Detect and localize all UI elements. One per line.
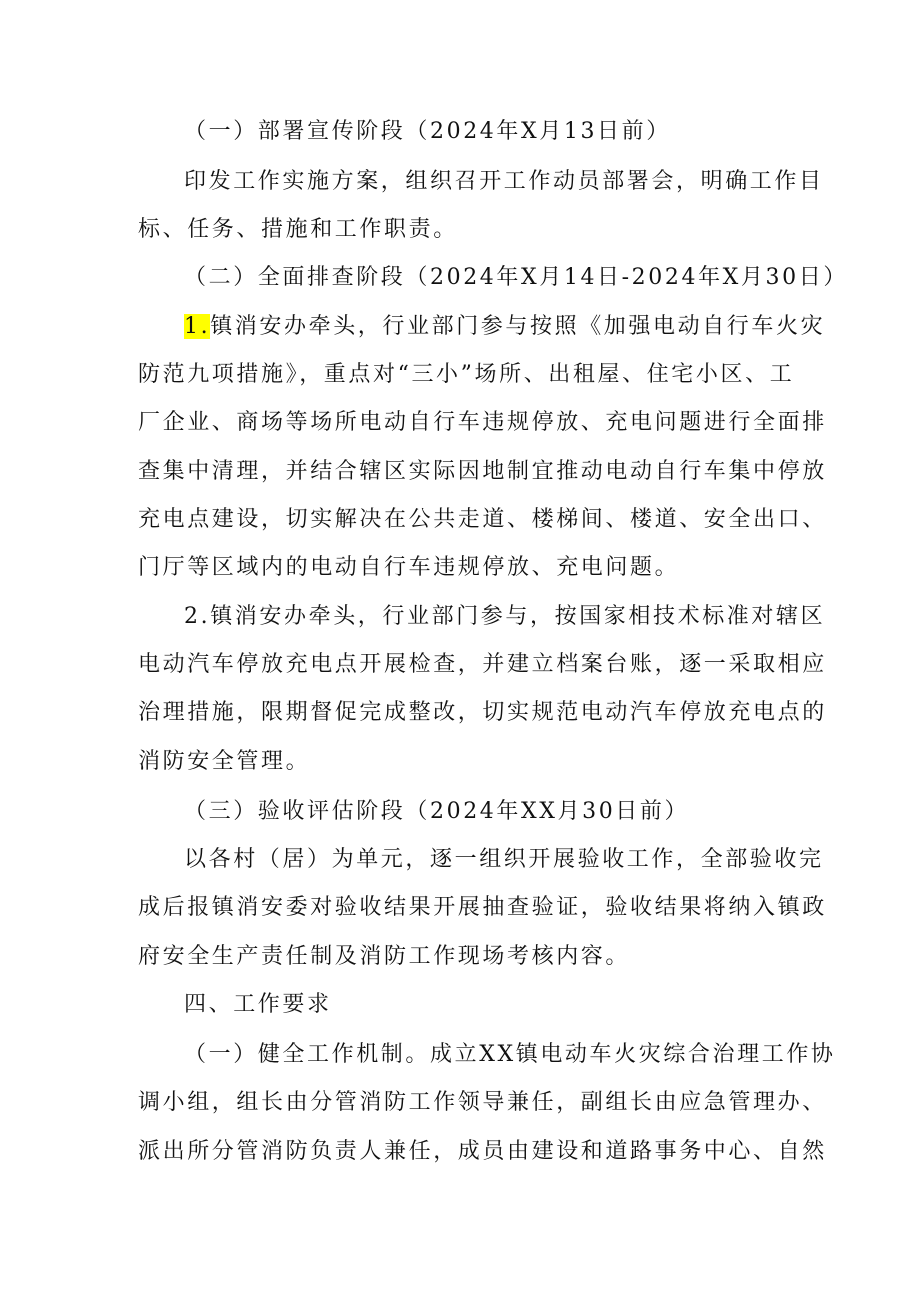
item-2-first-line: 2.镇消安办牵头，行业部门参与，按国家相技术标准对辖区: [184, 604, 826, 629]
paragraph-line: 以各村（居）为单元，逐一组织开展验收工作，全部验收完: [184, 847, 824, 872]
part-4-heading: 四、工作要求: [184, 992, 332, 1017]
paragraph-line: 治理措施，限期督促完成整改，切实规范电动汽车停放充电点的: [138, 700, 827, 725]
section-heading-1: （一）部署宣传阶段（2024年X月13日前）: [184, 119, 671, 144]
item-1-text: 镇消安办牵头，行业部门参与按照《加强电动自行车火灾: [210, 314, 826, 339]
section-heading-3: （三）验收评估阶段（2024年XX月30日前）: [184, 799, 690, 824]
paragraph-line: 调小组，组长由分管消防工作领导兼任，副组长由应急管理办、: [138, 1090, 827, 1115]
paragraph-line: 充电点建设，切实解决在公共走道、楼梯间、楼道、安全出口、: [138, 507, 827, 532]
paragraph-line: 消防安全管理。: [138, 749, 311, 774]
item-1-first-line: [0, 312, 920, 342]
paragraph-line: （一）健全工作机制。成立XX镇电动车火灾综合治理工作协: [184, 1042, 836, 1067]
paragraph-line: 防范九项措施》，重点对“三小”场所、出租屋、住宅小区、工: [138, 362, 795, 387]
paragraph-line: 印发工作实施方案，组织召开工作动员部署会，明确工作目: [184, 169, 824, 194]
highlighted-item-number: 1.: [184, 314, 211, 339]
paragraph-line: 成后报镇消安委对验收结果开展抽查验证，验收结果将纳入镇政: [138, 895, 827, 920]
paragraph-line: 电动汽车停放充电点开展检查，并建立档案台账，逐一采取相应: [138, 652, 827, 677]
paragraph-line: 标、任务、措施和工作职责。: [138, 217, 458, 242]
paragraph-line: 府安全生产责任制及消防工作现场考核内容。: [138, 944, 631, 969]
paragraph-line: 派出所分管消防负责人兼任，成员由建设和道路事务中心、自然: [138, 1139, 827, 1164]
paragraph-line: 厂企业、商场等场所电动自行车违规停放、充电问题进行全面排: [138, 410, 827, 435]
section-heading-2: （二）全面排查阶段（2024年X月14日-2024年X月30日）: [184, 265, 848, 290]
paragraph-line: 查集中清理，并结合辖区实际因地制宜推动电动自行车集中停放: [138, 459, 827, 484]
paragraph-line: 门厅等区域内的电动自行车违规停放、充电问题。: [138, 555, 680, 580]
